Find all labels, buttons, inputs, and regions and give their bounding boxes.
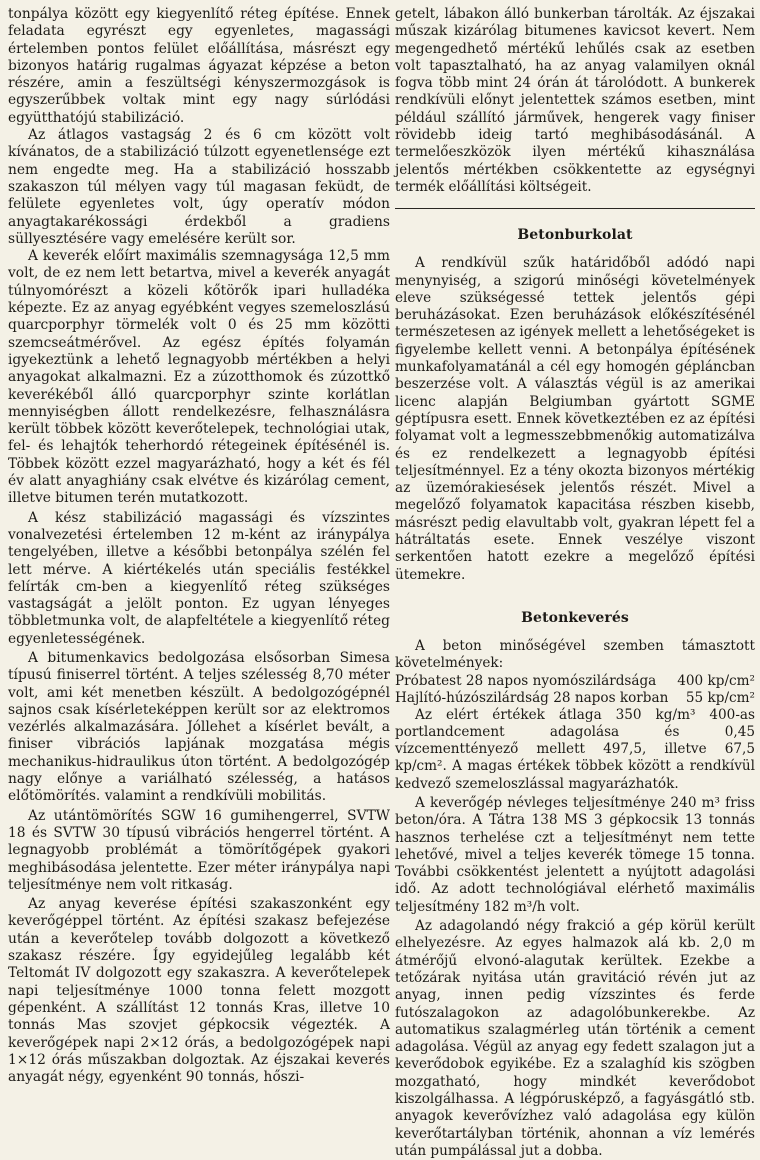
paragraph: Az átlagos vastagság 2 és 6 cm között volt kívánatos, de a stabilizáció túlzott egyenetlensége ezt nem engedte meg. Ha a stabilizáció hosszabb szakaszon túl mélyen vagy túl magasan feküdt, de felülete egyenletes volt, úgy operatív módon anyagtakarékossági érdekből a gradiens süllyesztésére vagy emelésére került sor.	[8, 127, 390, 247]
spec-label: Hajlító-húzószilárdság 28 napos korban	[395, 689, 669, 706]
spec-value: 400 kp/cm²	[677, 672, 755, 689]
spec-label: Próbatest 28 napos nyomószilárdsága	[395, 672, 657, 689]
spec-row	[395, 673, 755, 690]
paragraph: tonpálya között egy kiegyenlítő réteg építése. Ennek feladata egyrészt egy egyenletes, magassági értelemben pontos felület előállítása, másrészt egy bizonyos határig rugalmas ágyazat képzése a beton részére, amin a feszültségi kényszermozgások is egyszerűbbek voltak mint egy nagy súrlódási együtthatójú stabilizáció.	[8, 6, 390, 126]
paragraph: A rendkívül szűk határidőből adódó napi menynyiség, a szigorú minőségi követelmények eleve szükségessé tettek jelentős gépi beruházásokat. Ezen beruházások előkészítésénél természetesen az igények mellett a lehetőségeket is figyelembe kellett venni. A betonpálya építésének munkafolyamatánál a cél egy homogén gépláncban beszerzése volt. A választás végül is az amerikai licenc alapján Belgiumban gyártott SGME géptípusra esett. Ennek következtében ez az építési folyamat volt a legmesszebbmenőkig automatizálva és ez rendelkezett a legnagyobb építési teljesítménnyel. Ez a tény okozta bizonyos mértékig az üzemórakiesések jelentős részét. Mivel a megelőző folyamatok kapacitása részben kisebb, másrészt pedig elavultabb volt, gyakran lépett fel a hátráltatás esete. Ennek veszélye viszont serkentően hatott ezekre a megelőző építési ütemekre.	[395, 255, 755, 583]
paragraph: Az utántömörítés SGW 16 gumihengerrel, SVTW 18 és SVTW 30 típusú vibrációs hengerrel történt. A legnagyobb problémát a tömörítőgépek gyakori meghibásodása jelentette. Ezer méter iránypálya napi teljesítménye nem volt ritkaság.	[8, 807, 390, 893]
paragraph: Az anyag keverése építési szakaszonként egy keverőgéppel történt. Az építési szakasz befejezése után a keverőtelep tovább dolgozott a következő szakasz részére. Így egyidejűleg legalább két Teltomát IV dolgozott egy szakaszra. A keverőtelepek napi teljesítménye 1000 tonna felett mozgott gépenként. A szállítást 12 tonnás Kras, illetve 10 tonnás Mas szovjet gépkocsik végezték. A keverőgépek napi 2×12 órás, a bedolgozógépek napi 1×12 órás műszakban dolgoztak. Az éjszakai keverés anyagát négy, egyenként 90 tonnás, hőszi-	[8, 896, 390, 1086]
left-column	[8, 6, 390, 1086]
paragraph: Az adagolandó négy frakció a gép körül került elhelyezésre. Az egyes halmazok alá kb. 2,0 m átmérőjű elvonó-alagutak kerültek. Ezekbe a tetőzárak nyitása után gravitáció révén jut az anyag, innen pedig vízszintes és ferde futószalagokon az adagolóbunkerekbe. Az automatikus szalagmérleg után történik a cement adagolása. Végül az anyag egy fedett szalagon jut a keverődobok egyikébe. Ez a szalaghíd kis szögben mozgatható, hogy mindkét keverődobot kiszolgálhassa. A légpórusképző, a fagyásgátló stb. anyagok keverővízhez való adagolása egy külön keverőtartályban történik, ahonnan a víz lemérés után pumpálással jut a dobba.	[395, 918, 755, 1159]
paragraph: A keverék előírt maximális szemnagysága 12,5 mm volt, de ez nem lett betartva, mivel a keverék anyagát túlnyomórészt a közeli kőtörők ipari hulladéka képezte. Ez az anyag egyébként vegyes szemeloszlású quarcporphyr törmelék volt 0 és 25 mm közötti szemcseátmérővel. Az egész építés folyamán igyekeztünk a lehető legnagyobb mértékben a helyi anyagokat alkalmazni. Ez a zúzotthomok és zúzottkő keverékéből álló quarcporphyr szinte korlátlan mennyiségben állott rendelkezésre, felhasználásra került többek között keverőtelepek, technológiai utak, fel- és lehajtók teherhordó rétegeinek építésénél is. Többek között ezzel magyarázható, hogy a két és fél év alatt anyaghiány csak elvétve és kizárólag cement, illetve bitumen terén mutatkozott.	[8, 248, 390, 507]
spec-value: 55 kp/cm²	[685, 689, 755, 706]
spec-row	[395, 690, 755, 707]
paragraph: A keverőgép névleges teljesítménye 240 m³ friss beton/óra. A Tátra 138 MS 3 gépkocsik 13 tonnás hasznos terhelése czt a teljesítményt nem tette lehetővé, mivel a teljes keverék tömege 15 tonna. További csökkentést jelentett a nyújtott adagolási idő. Az adott technológiával elérhető maximális teljesítmény 182 m³/h volt.	[395, 794, 755, 915]
section-heading: Betonburkolat	[517, 227, 633, 244]
paragraph: A beton minőségével szemben támasztott követelmények:	[395, 637, 755, 672]
section-heading: Betonkeverés	[521, 609, 629, 626]
section-divider	[395, 208, 755, 209]
paragraph: A kész stabilizáció magassági és vízszintes vonalvezetési értelemben 12 m-ként az iránypálya tengelyében, illetve a későbbi betonpálya szélén fel lett mérve. A kiértékelés után speciális festékkel felírták cm-ben a kiegyenlítő réteg szükséges vastagságát a jelölt ponton. Ez ugyan lényeges többletmunka volt, de alapfeltétele a kiegyenlítő réteg egyenletességének.	[8, 509, 390, 647]
paragraph: getelt, lábakon álló bunkerban tárolták. Az éjszakai műszak kizárólag bitumenes kavicsot kevert. Nem megengedhető mértékű lehűlés csak az esetben volt tapasztalható, ha az anyag valamilyen oknál fogva több mint 24 órán át tárolódott. A bunkerek rendkívüli előnyt jelentettek számos esetben, mint például szállító járművek, hengerek vagy finiser rövidebb ideig tartó meghibásodásánál. A termelőeszközök ilyen mértékű kihasználása jelentős mértékben csökkentette az egységnyi termék előállítási költségeit.	[395, 6, 755, 195]
right-column	[395, 6, 755, 1160]
paragraph: A bitumenkavics bedolgozása elsősorban Simesa típusú finiserrel történt. A teljes szélesség 8,70 méter volt, ami két menetben készült. A bedolgozógépnél sajnos csak kísérleteképpen került sor az elektromos vezérlés alkalmazására. Jóllehet a kísérlet bevált, a finiser vibrációs lapjának mozgatása mégis mechanikus-hidraulikus úton történt. A bedolgozógép nagy előnye a variálható szélesség, a hatásos előtömörítés. valamint a rendkívüli mobilitás.	[8, 649, 390, 805]
paragraph: Az elért értékek átlaga 350 kg/m³ 400-as portlandcement adagolása és 0,45 vízcementtényező mellett 497,5, illetve 67,5 kp/cm². A magas értékek többek között a rendkívül kedvező szemeloszlással magyarázhatók.	[395, 706, 755, 792]
